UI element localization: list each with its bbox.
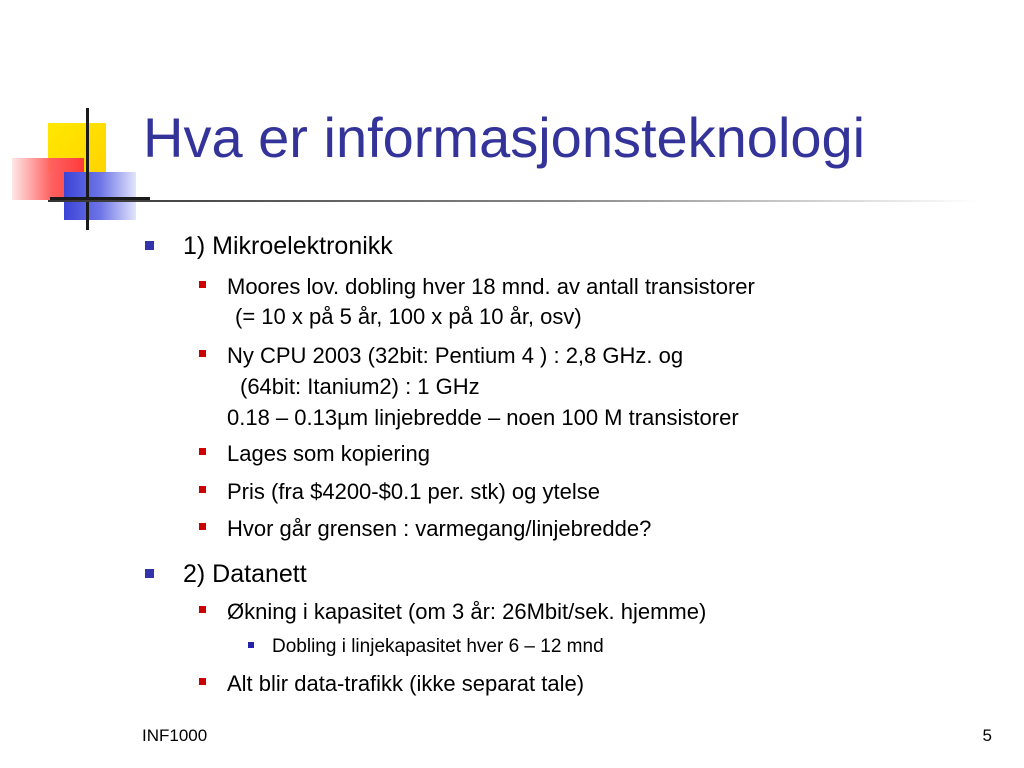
sub-bullet-line: Moores lov. dobling hver 18 mnd. av antall transistorer: [227, 274, 755, 299]
bullet-square-icon: [199, 448, 206, 455]
sub-bullet-line: Hvor går grensen : varmegang/linjebredde?: [227, 516, 652, 541]
sub-bullet-line: 0.18 – 0.13µm linjebredde – noen 100 M transistorer: [227, 405, 739, 430]
bullet-square-icon: [199, 281, 206, 288]
sub-bullet-line: (= 10 x på 5 år, 100 x på 10 år, osv): [235, 304, 582, 329]
sub-bullet-line: Ny CPU 2003 (32bit: Pentium 4 ) : 2,8 GHz. og: [227, 343, 684, 368]
bullet-text: 2) Datanett: [183, 560, 307, 588]
footer-page-number: 5: [982, 726, 992, 745]
bullet-square-icon: [199, 606, 206, 613]
slide-title: Hva er informasjonsteknologi: [143, 106, 866, 169]
bullet-square-icon: [199, 350, 206, 357]
bullet-square-icon: [199, 523, 206, 530]
sub-bullet-line: (64bit: Itanium2) : 1 GHz: [240, 374, 480, 399]
sub-bullet-line: Lages som kopiering: [227, 441, 431, 466]
bullet-square-icon: [199, 486, 206, 493]
sub-bullet-line: Økning i kapasitet (om 3 år: 26Mbit/sek. hjemme): [227, 599, 707, 624]
bullet-square-icon: [145, 569, 154, 578]
bullet-square-icon: [248, 642, 254, 648]
sub-bullet-line: Alt blir data-trafikk (ikke separat tale): [227, 671, 585, 696]
bullet-square-icon: [145, 241, 154, 250]
bullet-text: 1) Mikroelektronikk: [183, 232, 393, 260]
bullet-square-icon: [199, 678, 206, 685]
footer-course-code: INF1000: [142, 726, 208, 745]
sub-bullet-line: Pris (fra $4200-$0.1 per. stk) og ytelse: [227, 479, 600, 504]
sub-sub-bullet-line: Dobling i linjekapasitet hver 6 – 12 mnd: [272, 636, 604, 657]
